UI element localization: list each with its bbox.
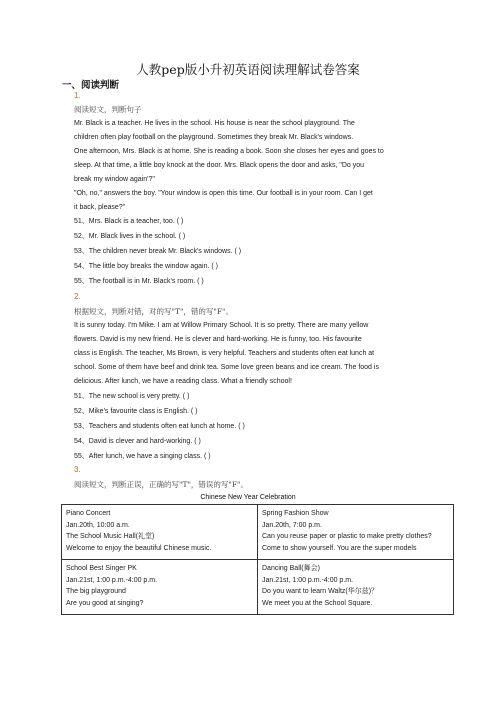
table-row <box>62 560 454 615</box>
event-note: Are you good at singing? <box>66 599 144 607</box>
q1-passage-line: "Oh, no," answers the boy. "Your window is open this time. Our football is in your room. Can I get <box>74 190 373 197</box>
q1-passage-line: One afternoon, Mrs. Black is at home. She is reading a book. Soon she closes her eyes and goes to <box>74 148 384 155</box>
event-time: Jan.21st, 1:00 p.m.-4:00 p.m. <box>262 576 354 584</box>
event-cell-dancing-ball <box>258 560 454 615</box>
event-name: Dancing Ball(舞会) <box>262 565 320 572</box>
q1-statement: 51、Mrs. Black is a teacher, too. ( ) <box>74 218 184 225</box>
page-title: 人教pep版小升初英语阅读理解试卷答案 <box>136 62 360 77</box>
event-question: Do you want to learn Waltz(华尔兹)？ <box>262 588 379 595</box>
event-note: Come to show yourself. You are the super models <box>262 544 417 552</box>
question-number-3: 3. <box>74 465 81 474</box>
event-place: The School Music Hall(礼堂) <box>66 533 155 540</box>
q1-passage-line: sleep. At that time, a little boy knock at the door. Mrs. Black opens the door and asks, "Do you <box>74 162 365 169</box>
question-number-2: 2. <box>74 292 81 301</box>
event-place: The big playground <box>66 588 126 595</box>
q1-statement: 52、Mr. Black lives in the school. ( ) <box>74 233 186 240</box>
q2-statement: 54、David is clever and hard-working. ( ) <box>74 438 201 445</box>
q2-passage-line: class is English. The teacher, Ms Brown, is very helpful. Teachers and students often eat lunch at <box>74 350 375 357</box>
q2-statement: 51、The new school is very pretty. ( ) <box>74 393 190 400</box>
q2-statement: 52、Mike's favourite class is English. ( ) <box>74 408 198 415</box>
question-3-instruction: 阅读短文，判断正误，正确的写"T"，错误的写"F"。 <box>74 480 249 489</box>
table-caption: Chinese New Year Celebration <box>200 494 296 501</box>
q2-passage-line: It is sunny today. I'm Mike. I am at Willow Primary School. It is so pretty. There are many yellow <box>74 322 369 329</box>
event-cell-singer-pk <box>62 560 258 615</box>
event-question: Can you reuse paper or plastic to make pretty clothes? <box>262 533 432 540</box>
section-heading: 一、阅读判断 <box>62 80 120 91</box>
event-note: We meet you at the School Square. <box>262 599 373 607</box>
event-cell-fashion-show <box>258 505 454 560</box>
q1-passage-line: Mr. Black is a teacher. He lives in the school. His house is near the school playground. The <box>74 120 355 127</box>
q2-passage-line: school. Some of them have beef and drink tea. Some love green beans and ice cream. The food is <box>74 364 379 371</box>
event-name: Piano Concert <box>66 510 111 517</box>
q1-passage-line: children often play football on the playground. Sometimes they break Mr. Black's windows. <box>74 134 354 141</box>
event-cell-piano-concert <box>62 505 258 560</box>
q1-statement: 54、The little boy breaks the window again. ( ) <box>74 263 218 270</box>
event-note: Welcome to enjoy the beautiful Chinese music. <box>66 544 212 552</box>
q2-statement: 55、After lunch, we have a singing class. ( ) <box>74 453 211 460</box>
question-number-1: 1. <box>74 91 81 100</box>
q1-statement: 55、The football is in Mr. Black's room. ( ) <box>74 278 204 285</box>
q2-passage-line: flowers. David is my new friend. He is clever and hard-working. He is funny, too. His favourite <box>74 336 362 343</box>
event-name: Spring Fashion Show <box>262 510 329 517</box>
question-2-instruction: 根据短文，判断对错，对的写"T"，错的写"F"。 <box>74 307 234 316</box>
event-name: School Best Singer PK <box>66 565 137 572</box>
table-row <box>62 505 454 560</box>
event-time: Jan.21st, 1:00 p.m.-4:00 p.m. <box>66 576 158 584</box>
q1-passage-line: it back, please?" <box>74 204 126 211</box>
event-table <box>61 504 454 615</box>
event-time: Jan.20th, 10:00 a.m. <box>66 521 130 529</box>
question-1-instruction: 阅读短文，判断句子 <box>74 105 142 114</box>
q2-passage-line: delicious. After lunch, we have a reading class. What a friendly school! <box>74 378 292 385</box>
q1-statement: 53、The children never break Mr. Black's windows. ( ) <box>74 248 242 255</box>
q1-passage-line: break my window again'?" <box>74 176 155 183</box>
event-time: Jan.20th, 7:00 p.m. <box>262 521 322 529</box>
q2-statement: 53、Teachers and students often eat lunch at home. ( ) <box>74 423 245 430</box>
